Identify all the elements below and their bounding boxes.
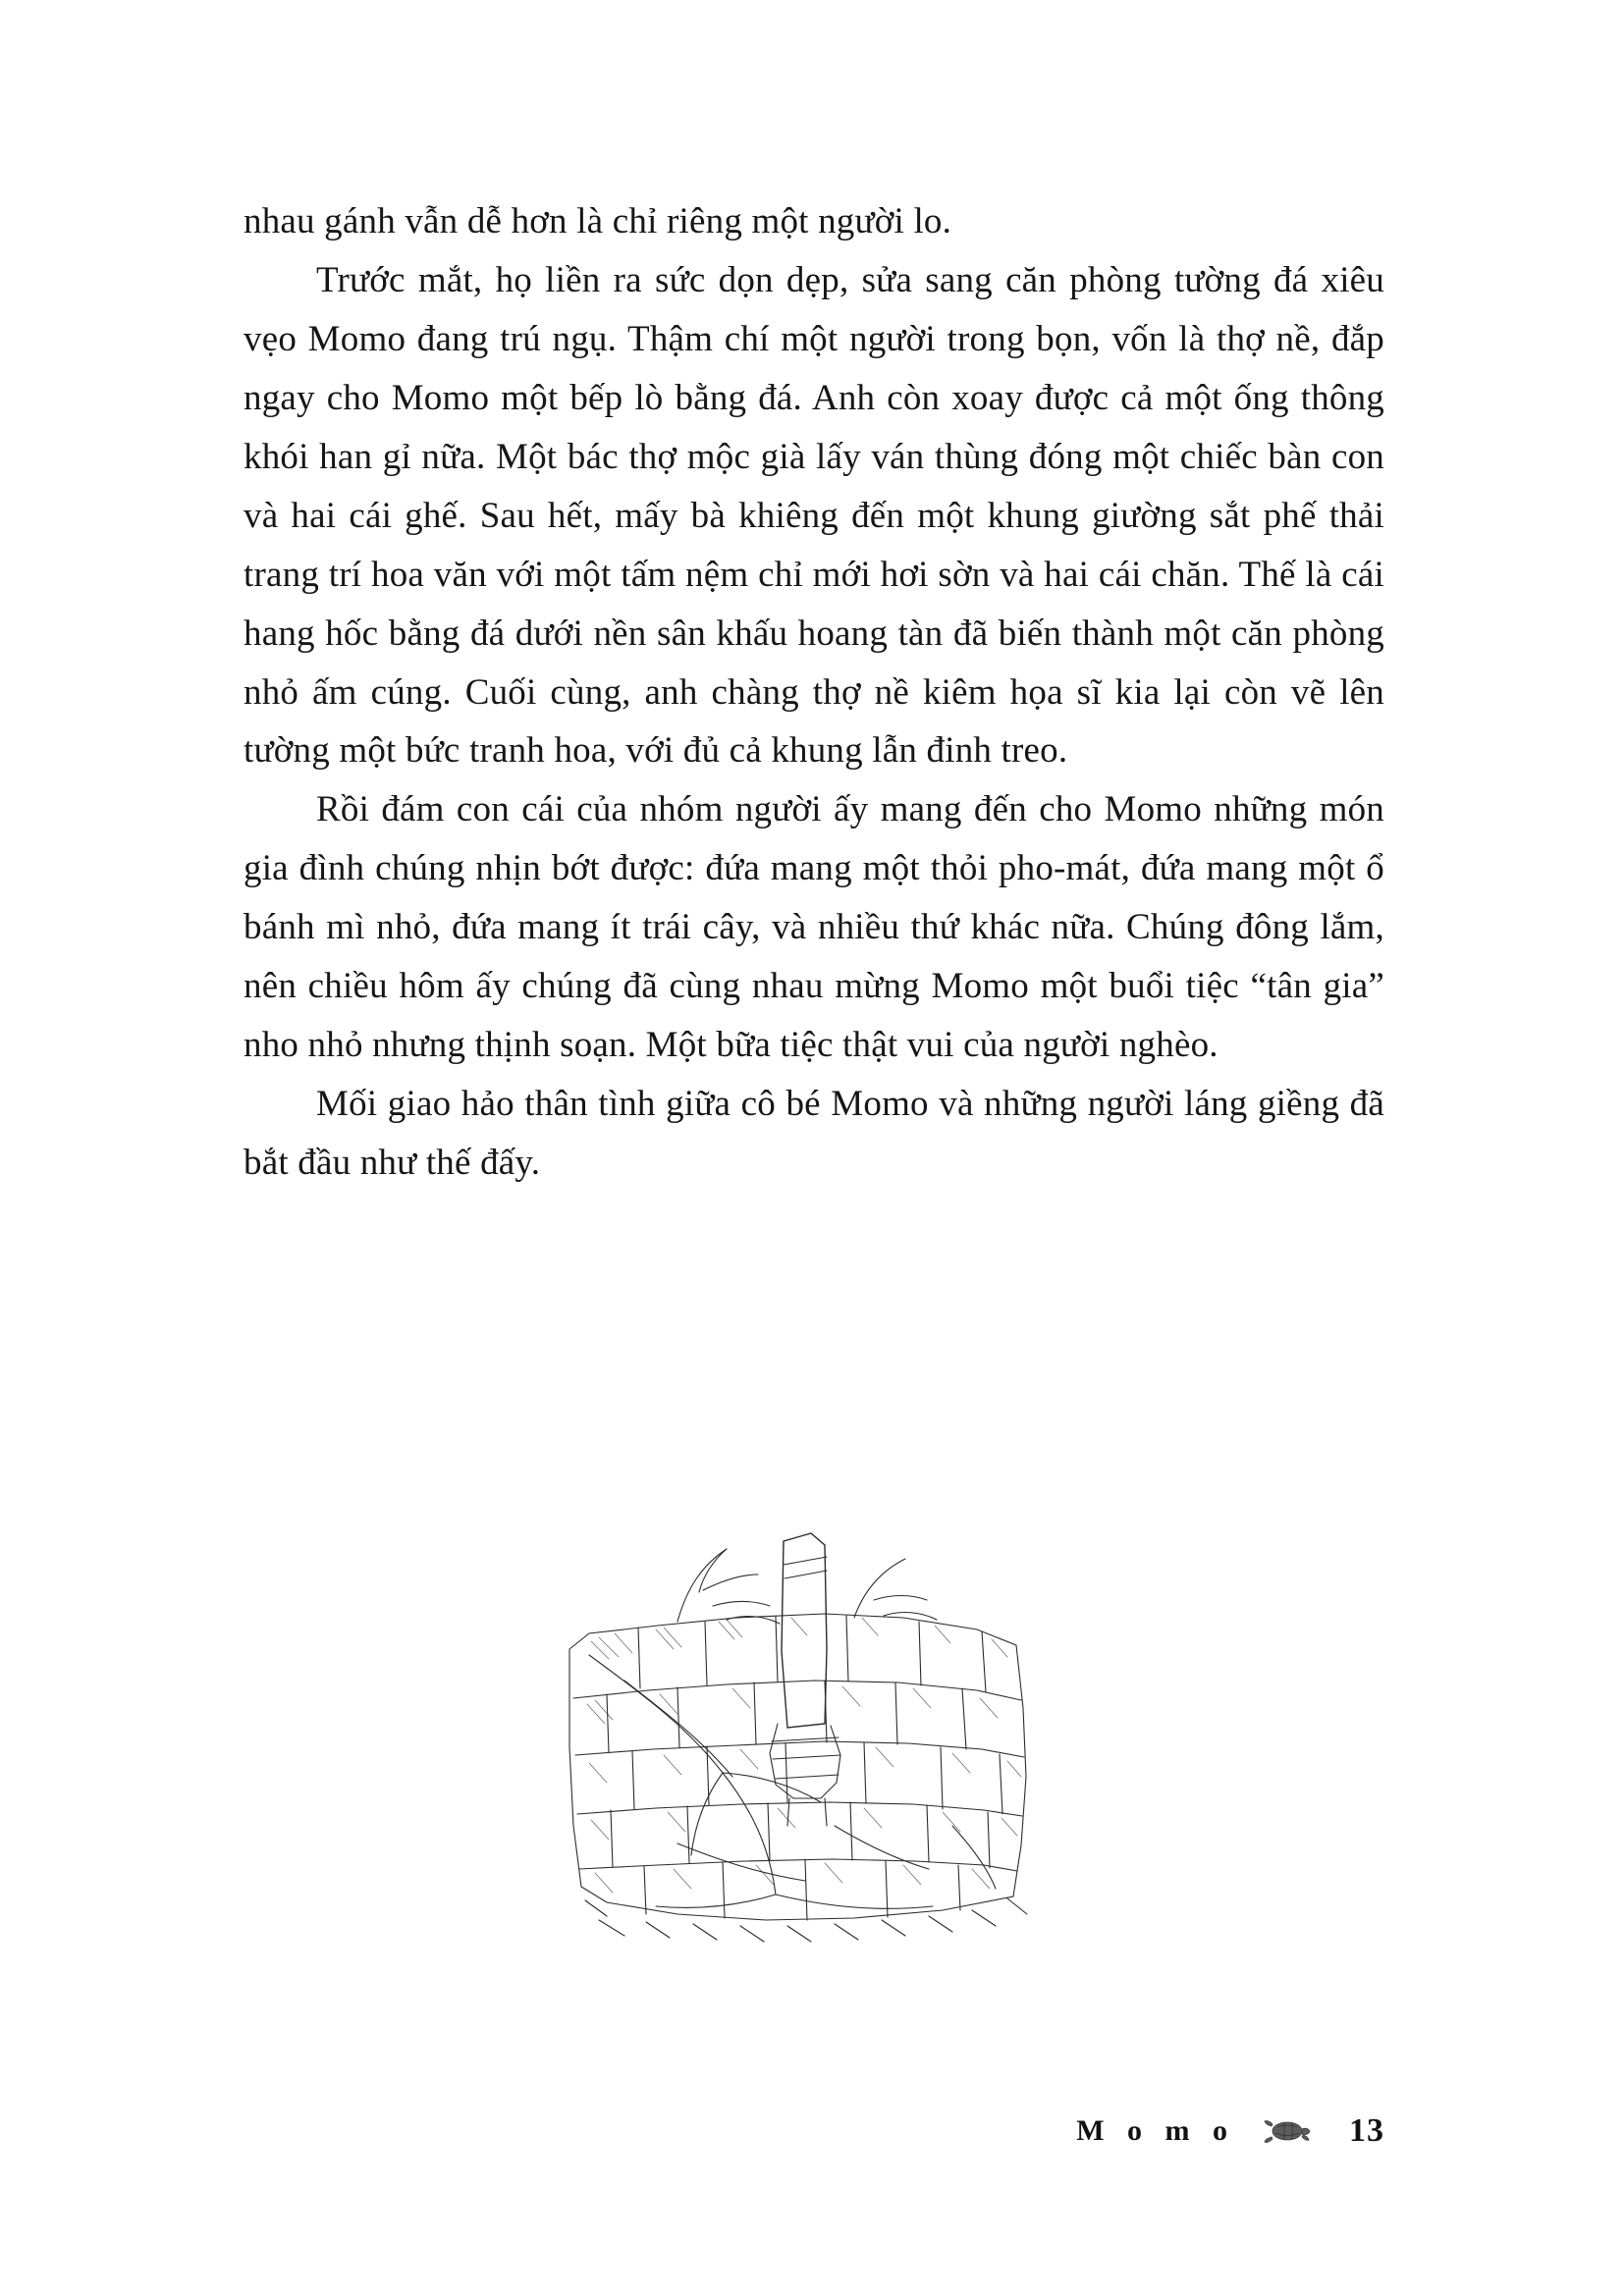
page-text-body (244, 192, 1384, 1193)
page-number: 13 (1349, 2112, 1384, 2149)
stone-wall-with-chimney-pipe-illustration (530, 1531, 1060, 1983)
paragraph: Mối giao hảo thân tình giữa cô bé Momo và những người láng giềng đã bắt đầu như thế đấy. (244, 1084, 1384, 1183)
page-footer (244, 2091, 1384, 2150)
running-title: M o m o (1076, 2114, 1235, 2147)
paragraph: Trước mắt, họ liền ra sức dọn dẹp, sửa sang căn phòng tường đá xiêu vẹo Momo đang trú ngụ. Thậm chí một người trong bọn, vốn là thợ nề, đắp ngay cho Momo một bếp lò bằng đá. Anh còn xoay được cả một ống thông khói han gỉ nữa. Một bác thợ mộc già lấy ván thùng đóng một chiếc bàn con và hai cái ghế. Sau hết, mấy bà khiêng đến một khung giường sắt phế thải trang trí hoa văn với một tấm nệm chỉ mới hơi sờn và hai cái chăn. Thế là cái hang hốc bằng đá dưới nền sân khấu hoang tàn đã biến thành một căn phòng nhỏ ấm cúng. Cuối cùng, anh chàng thợ nề kiêm họa sĩ kia lại còn vẽ lên tường một bức tranh hoa, với đủ cả khung lẫn đinh treo. (244, 259, 1384, 772)
turtle-icon (1261, 2115, 1314, 2147)
paragraph: Rồi đám con cái của nhóm người ấy mang đến cho Momo những món gia đình chúng nhịn bớt được: đứa mang một thỏi pho-mát, đứa mang một ổ bánh mì nhỏ, đứa mang ít trái cây, và nhiều thứ khác nữa. Chúng đông lắm, nên chiều hôm ấy chúng đã cùng nhau mừng Momo một buổi tiệc “tân gia” nho nhỏ nhưng thịnh soạn. Một bữa tiệc thật vui của người nghèo. (244, 789, 1384, 1066)
paragraph: nhau gánh vẫn dễ hơn là chỉ riêng một người lo. (244, 201, 952, 241)
